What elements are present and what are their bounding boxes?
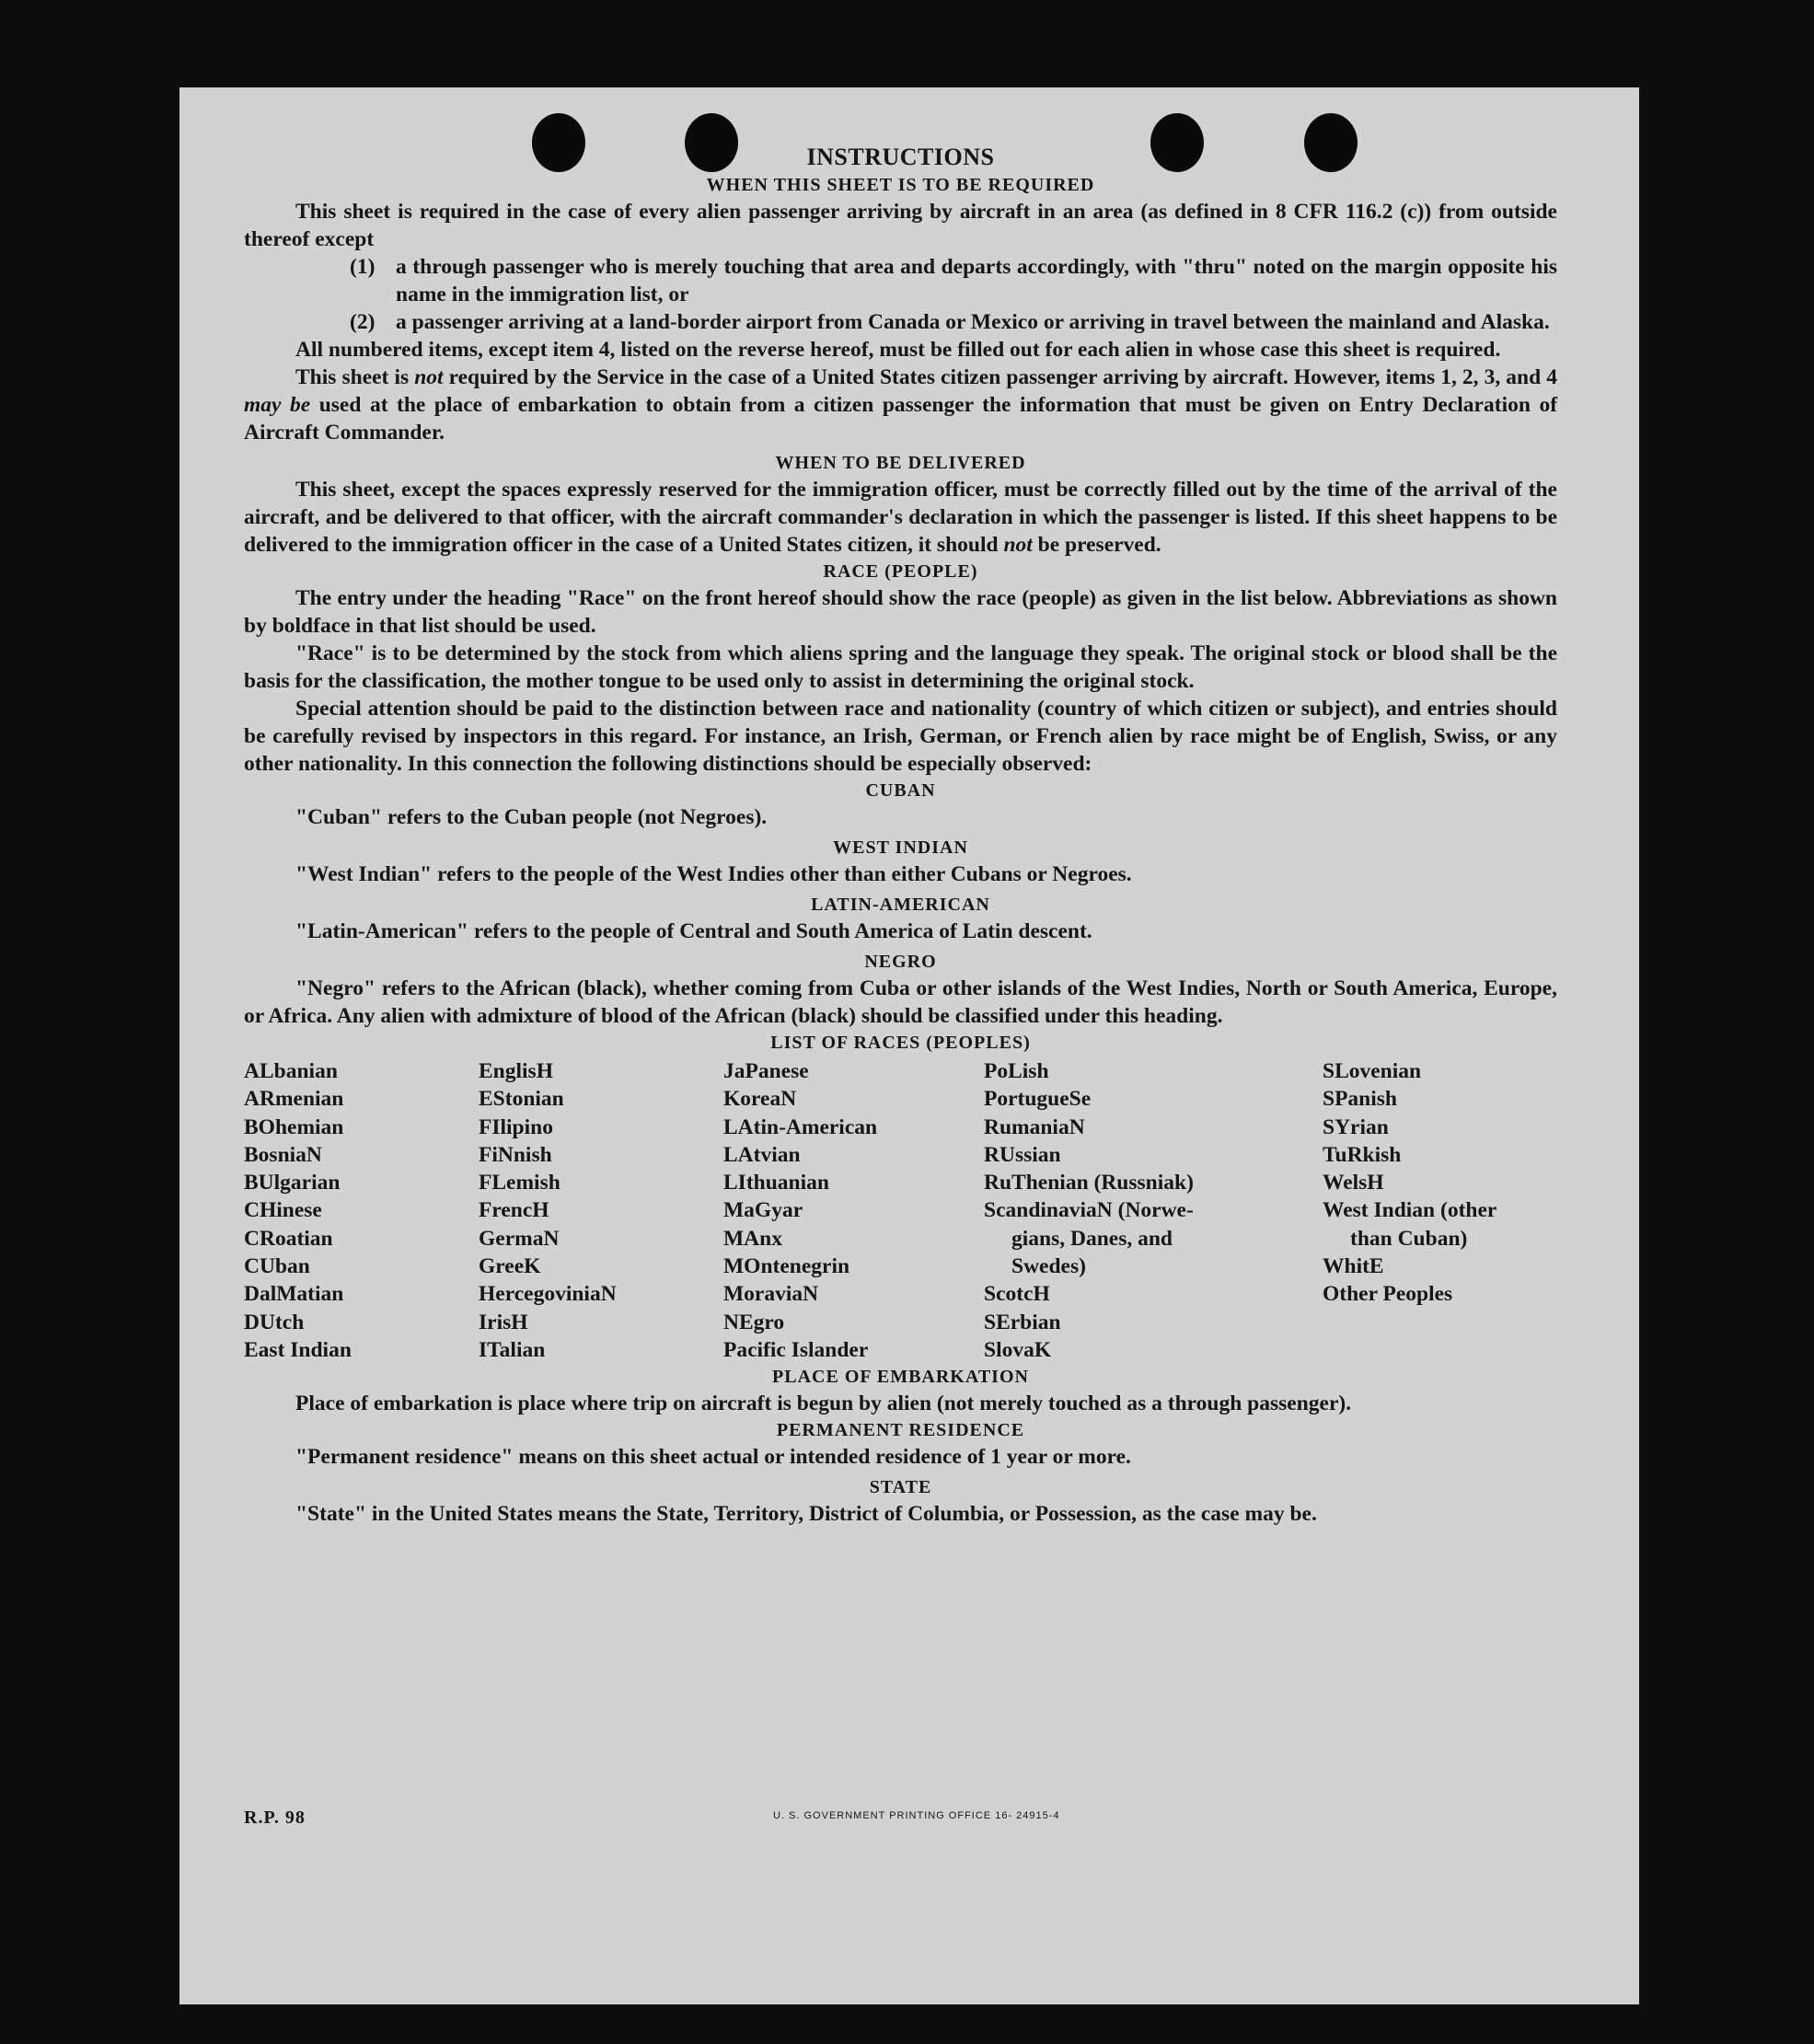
numbered-items-paragraph: All numbered items, except item 4, listed on the reverse hereof, must be filled out for each alien in whose case this sheet is required.	[295, 338, 1501, 362]
race-entry-continued: than Cuban)	[1350, 1226, 1468, 1251]
race-entry: ScotcH	[984, 1282, 1050, 1307]
race-entry: GreeK	[479, 1254, 541, 1279]
italic-text: not	[1003, 533, 1033, 557]
race-entry: FiNnish	[479, 1142, 552, 1167]
item-text: a passenger arriving at a land-border airport from Canada or Mexico or arriving in travel between the mainland and Alaska.	[396, 310, 1550, 334]
races-column-4	[984, 1057, 1323, 1364]
race-entry: LAtin-American	[723, 1114, 878, 1139]
races-column-3	[723, 1057, 984, 1364]
heading-list-of-races: LIST OF RACES (PEOPLES)	[770, 1033, 1031, 1053]
race-entry: EnglisH	[479, 1059, 553, 1083]
race-entry-continued: gians, Danes, and	[1011, 1226, 1173, 1251]
race-entry: CHinese	[244, 1198, 322, 1223]
race-paragraph-2: "Race" is to be determined by the stock from which aliens spring and the language they speak. The original stock or blood shall be the basis for the classification, the mother tongue to be used only to assist in determining the original stock.	[244, 641, 1557, 693]
race-entry: JaPanese	[723, 1059, 809, 1083]
race-entry: NEgro	[723, 1310, 785, 1334]
race-entry: RuThenian (Russniak)	[984, 1171, 1194, 1195]
heading-permanent-residence: PERMANENT RESIDENCE	[776, 1420, 1025, 1441]
race-entry: BOhemian	[244, 1114, 344, 1139]
race-entry: RUssian	[984, 1142, 1061, 1167]
text-run: be preserved.	[1037, 533, 1161, 557]
race-entry: FrencH	[479, 1198, 549, 1223]
race-entry: ITalian	[479, 1337, 546, 1362]
heading-race: RACE (PEOPLE)	[823, 561, 978, 582]
heading-when-required: WHEN THIS SHEET IS TO BE REQUIRED	[706, 175, 1095, 195]
exception-item-2	[350, 308, 1557, 336]
race-entry: BUlgarian	[244, 1171, 341, 1195]
instructions-content	[244, 143, 1557, 1528]
race-entry-continued: Swedes)	[1011, 1254, 1086, 1279]
cuban-text: "Cuban" refers to the Cuban people (not Negroes).	[295, 805, 768, 829]
race-entry: EStonian	[479, 1087, 564, 1112]
race-entry: DalMatian	[244, 1282, 344, 1307]
race-entry: DUtch	[244, 1310, 305, 1334]
races-list	[244, 1057, 1557, 1364]
exception-item-1	[350, 253, 1557, 308]
italic-text: may be	[244, 393, 311, 417]
race-entry: ALbanian	[244, 1059, 338, 1083]
race-entry: East Indian	[244, 1337, 352, 1362]
race-entry: SErbian	[984, 1310, 1061, 1334]
race-entry: CUban	[244, 1254, 310, 1279]
race-entry: SLovenian	[1323, 1059, 1422, 1083]
race-entry: WhitE	[1323, 1254, 1384, 1279]
document-sheet	[179, 87, 1639, 2004]
race-entry: RumaniaN	[984, 1114, 1085, 1139]
race-entry: FLemish	[479, 1171, 560, 1195]
embarkation-text: Place of embarkation is place where trip on aircraft is begun by alien (not merely touched as a through passenger).	[295, 1392, 1352, 1416]
race-entry: MaGyar	[723, 1198, 803, 1223]
race-entry: MOntenegrin	[723, 1254, 850, 1279]
race-entry: TuRkish	[1323, 1142, 1402, 1167]
race-entry: GermaN	[479, 1226, 560, 1251]
race-entry: MAnx	[723, 1226, 782, 1251]
race-entry: PoLish	[984, 1059, 1049, 1083]
race-entry: Other Peoples	[1323, 1282, 1453, 1307]
race-entry: MoraviaN	[723, 1282, 819, 1307]
race-entry: SlovaK	[984, 1337, 1052, 1362]
item-text: a through passenger who is merely touching that area and departs accordingly, with "thru" noted on the margin opposite his name in the immigration list, or	[396, 255, 1557, 306]
races-column-1	[244, 1057, 479, 1364]
heading-west-indian: WEST INDIAN	[833, 837, 968, 858]
citizen-paragraph	[244, 364, 1557, 446]
race-entry: SYrian	[1323, 1114, 1389, 1139]
page-footer	[244, 1807, 1557, 1835]
text-run: used at the place of embarkation to obtain from a citizen passenger the information that must be given on Entry Declaration of Aircraft Commander.	[244, 393, 1558, 445]
races-column-2	[479, 1057, 723, 1364]
race-entry: WelsH	[1323, 1171, 1384, 1195]
italic-text: not	[414, 365, 444, 389]
text-run: required by the Service in the case of a United States citizen passenger arriving by aircraft. However, items 1, 2, 3, and 4	[448, 365, 1558, 389]
race-entry: HercegoviniaN	[479, 1282, 617, 1307]
text-run: This sheet is	[295, 365, 410, 389]
race-entry: FIlipino	[479, 1114, 553, 1139]
race-entry: IrisH	[479, 1310, 528, 1334]
race-paragraph-1: The entry under the heading "Race" on the front hereof should show the race (people) as given in the list below. Abbreviations as shown by boldface in that list should be used.	[244, 586, 1557, 638]
page-title: INSTRUCTIONS	[806, 144, 995, 170]
item-number: (2)	[350, 310, 376, 334]
race-entry: ARmenian	[244, 1087, 344, 1112]
race-paragraph-3: Special attention should be paid to the distinction between race and nationality (country of which citizen or subject), and entries should be carefully revised by inspectors in this regard. For instance, an Irish, German, or French alien by race might be of English, Swiss, or any other nationality. In this connection the following distinctions should be especially observed:	[244, 697, 1557, 776]
latin-american-text: "Latin-American" refers to the people of Central and South America of Latin descent.	[295, 919, 1092, 943]
race-entry: LIthuanian	[723, 1171, 829, 1195]
residence-text: "Permanent residence" means on this sheet actual or intended residence of 1 year or more.	[295, 1445, 1131, 1470]
race-entry: LAtvian	[723, 1142, 801, 1167]
required-intro: This sheet is required in the case of every alien passenger arriving by aircraft in an area (as defined in 8 CFR 116.2 (c)) from outside thereof except	[244, 200, 1557, 251]
race-entry: ScandinaviaN (Norwe-	[984, 1198, 1194, 1223]
heading-when-delivered: WHEN TO BE DELIVERED	[775, 453, 1026, 473]
state-text: "State" in the United States means the State, Territory, District of Columbia, or Possession, as the case may be.	[295, 1502, 1317, 1527]
form-number: R.P. 98	[244, 1807, 306, 1828]
heading-negro: NEGRO	[864, 952, 937, 972]
race-entry: SPanish	[1323, 1087, 1397, 1112]
race-entry: KoreaN	[723, 1087, 797, 1112]
race-entry: PortugueSe	[984, 1087, 1092, 1112]
item-number: (1)	[350, 255, 376, 279]
delivered-paragraph	[244, 476, 1557, 559]
west-indian-text: "West Indian" refers to the people of the West Indies other than either Cubans or Negroes.	[295, 862, 1132, 886]
text-run: This sheet, except the spaces expressly reserved for the immigration officer, must be correctly filled out by the time of the arrival of the aircraft, and be delivered to that officer, with the aircraft commander's declaration in which the passenger is listed. If this sheet happens to be delivered to the immigration officer in the case of a United States citizen, it should	[244, 478, 1557, 557]
printer-imprint: U. S. GOVERNMENT PRINTING OFFICE 16- 24915-4	[773, 1810, 1060, 1821]
heading-latin-american: LATIN-AMERICAN	[811, 895, 990, 915]
race-entry: Pacific Islander	[723, 1337, 869, 1362]
heading-state: STATE	[869, 1477, 932, 1498]
heading-place-of-embarkation: PLACE OF EMBARKATION	[772, 1367, 1029, 1388]
races-column-5	[1323, 1057, 1557, 1364]
race-entry: BosniaN	[244, 1142, 322, 1167]
negro-text: "Negro" refers to the African (black), whether coming from Cuba or other islands of the West Indies, North or South America, Europe, or Africa. Any alien with admixture of blood of the African (black) should be classified under this heading.	[244, 976, 1557, 1028]
race-entry: CRoatian	[244, 1226, 333, 1251]
heading-cuban: CUBAN	[865, 780, 936, 801]
race-entry: West Indian (other	[1323, 1198, 1497, 1223]
